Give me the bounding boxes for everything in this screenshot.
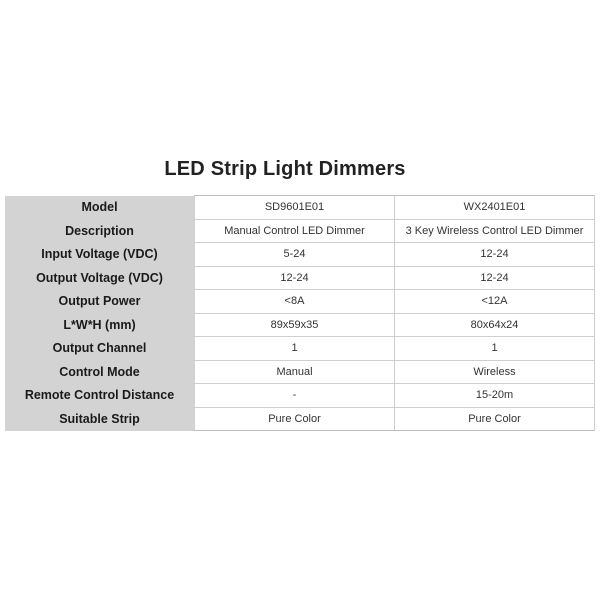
cell-model-wx2401e01: WX2401E01 [395, 196, 595, 220]
cell-output-channel-sd9601e01: 1 [195, 337, 395, 361]
row-label-model: Model [5, 196, 195, 220]
cell-suitable-strip-sd9601e01: Pure Color [195, 407, 395, 431]
row-label-output-voltage: Output Voltage (VDC) [5, 266, 195, 290]
table-row [5, 196, 595, 220]
cell-output-voltage-wx2401e01: 12-24 [395, 266, 595, 290]
table-row [5, 290, 595, 314]
cell-output-power-wx2401e01: <12A [395, 290, 595, 314]
cell-input-voltage-sd9601e01: 5-24 [195, 243, 395, 267]
cell-control-mode-sd9601e01: Manual [195, 360, 395, 384]
row-label-suitable-strip: Suitable Strip [5, 407, 195, 431]
row-label-remote-distance: Remote Control Distance [5, 384, 195, 408]
row-label-output-power: Output Power [5, 290, 195, 314]
row-label-dimensions: L*W*H (mm) [5, 313, 195, 337]
cell-description-wx2401e01: 3 Key Wireless Control LED Dimmer [395, 219, 595, 243]
cell-control-mode-wx2401e01: Wireless [395, 360, 595, 384]
table-row [5, 243, 595, 267]
cell-input-voltage-wx2401e01: 12-24 [395, 243, 595, 267]
cell-output-voltage-sd9601e01: 12-24 [195, 266, 395, 290]
spec-table [5, 195, 595, 431]
cell-dimensions-sd9601e01: 89x59x35 [195, 313, 395, 337]
table-row [5, 384, 595, 408]
row-label-description: Description [5, 219, 195, 243]
row-label-input-voltage: Input Voltage (VDC) [5, 243, 195, 267]
table-row [5, 407, 595, 431]
cell-description-sd9601e01: Manual Control LED Dimmer [195, 219, 395, 243]
table-row [5, 337, 595, 361]
row-label-control-mode: Control Mode [5, 360, 195, 384]
cell-suitable-strip-wx2401e01: Pure Color [395, 407, 595, 431]
table-row [5, 266, 595, 290]
cell-remote-distance-wx2401e01: 15-20m [395, 384, 595, 408]
cell-remote-distance-sd9601e01: - [195, 384, 395, 408]
cell-output-power-sd9601e01: <8A [195, 290, 395, 314]
cell-output-channel-wx2401e01: 1 [395, 337, 595, 361]
table-row [5, 313, 595, 337]
page-title: LED Strip Light Dimmers [164, 158, 406, 180]
cell-dimensions-wx2401e01: 80x64x24 [395, 313, 595, 337]
table-row [5, 360, 595, 384]
row-label-output-channel: Output Channel [5, 337, 195, 361]
cell-model-sd9601e01: SD9601E01 [195, 196, 395, 220]
table-row [5, 219, 595, 243]
